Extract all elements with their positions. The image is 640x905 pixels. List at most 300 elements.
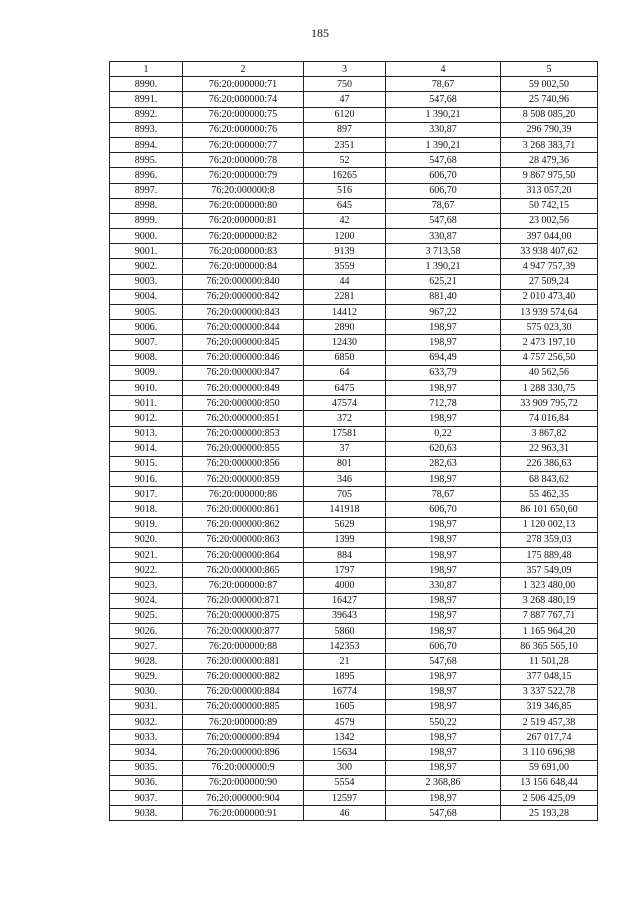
row-number-cell: 9003. <box>110 274 183 289</box>
amount-cell: 313 057,20 <box>501 183 598 198</box>
table-row <box>110 532 598 547</box>
area-cell: 142353 <box>304 639 386 654</box>
amount-cell: 2 519 457,38 <box>501 715 598 730</box>
amount-cell: 59 002,50 <box>501 77 598 92</box>
area-cell: 1342 <box>304 730 386 745</box>
row-number-cell: 8992. <box>110 107 183 122</box>
table-row <box>110 168 598 183</box>
cadastral-number-cell: 76:20:000000:863 <box>183 532 304 547</box>
column-header: 3 <box>304 62 386 77</box>
cadastral-number-cell: 76:20:000000:840 <box>183 274 304 289</box>
table-row <box>110 335 598 350</box>
rate-cell: 198,97 <box>386 608 501 623</box>
table-row <box>110 517 598 532</box>
rate-cell: 547,68 <box>386 153 501 168</box>
row-number-cell: 9012. <box>110 411 183 426</box>
row-number-cell: 9027. <box>110 639 183 654</box>
amount-cell: 13 939 574,64 <box>501 305 598 320</box>
amount-cell: 3 268 480,19 <box>501 593 598 608</box>
cadastral-number-cell: 76:20:000000:76 <box>183 122 304 137</box>
area-cell: 14412 <box>304 305 386 320</box>
table-row <box>110 502 598 517</box>
column-header: 1 <box>110 62 183 77</box>
area-cell: 12597 <box>304 791 386 806</box>
area-cell: 897 <box>304 122 386 137</box>
row-number-cell: 9011. <box>110 396 183 411</box>
rate-cell: 198,97 <box>386 745 501 760</box>
table-row <box>110 775 598 790</box>
row-number-cell: 9031. <box>110 699 183 714</box>
amount-cell: 319 346,85 <box>501 699 598 714</box>
area-cell: 1399 <box>304 532 386 547</box>
cadastral-number-cell: 76:20:000000:8 <box>183 183 304 198</box>
amount-cell: 1 120 002,13 <box>501 517 598 532</box>
rate-cell: 78,67 <box>386 77 501 92</box>
row-number-cell: 8998. <box>110 198 183 213</box>
rate-cell: 606,70 <box>386 183 501 198</box>
rate-cell: 547,68 <box>386 213 501 228</box>
row-number-cell: 9025. <box>110 608 183 623</box>
cadastral-number-cell: 76:20:000000:851 <box>183 411 304 426</box>
row-number-cell: 8991. <box>110 92 183 107</box>
rate-cell: 881,40 <box>386 289 501 304</box>
table-row <box>110 122 598 137</box>
row-number-cell: 8993. <box>110 122 183 137</box>
area-cell: 516 <box>304 183 386 198</box>
table-row <box>110 563 598 578</box>
table-row <box>110 320 598 335</box>
table-row <box>110 623 598 638</box>
table-row <box>110 289 598 304</box>
table-row <box>110 380 598 395</box>
amount-cell: 267 017,74 <box>501 730 598 745</box>
row-number-cell: 9001. <box>110 244 183 259</box>
amount-cell: 3 337 522,78 <box>501 684 598 699</box>
amount-cell: 226 386,63 <box>501 456 598 471</box>
cadastral-number-cell: 76:20:000000:77 <box>183 137 304 152</box>
rate-cell: 330,87 <box>386 122 501 137</box>
rate-cell: 967,22 <box>386 305 501 320</box>
data-table <box>109 61 598 821</box>
rate-cell: 330,87 <box>386 578 501 593</box>
area-cell: 47574 <box>304 396 386 411</box>
table-row <box>110 244 598 259</box>
row-number-cell: 9010. <box>110 380 183 395</box>
amount-cell: 59 691,00 <box>501 760 598 775</box>
amount-cell: 25 740,96 <box>501 92 598 107</box>
area-cell: 750 <box>304 77 386 92</box>
table-row <box>110 487 598 502</box>
amount-cell: 55 462,35 <box>501 487 598 502</box>
cadastral-number-cell: 76:20:000000:896 <box>183 745 304 760</box>
cadastral-number-cell: 76:20:000000:842 <box>183 289 304 304</box>
cadastral-number-cell: 76:20:000000:90 <box>183 775 304 790</box>
row-number-cell: 9035. <box>110 760 183 775</box>
rate-cell: 198,97 <box>386 791 501 806</box>
area-cell: 3559 <box>304 259 386 274</box>
amount-cell: 23 002,56 <box>501 213 598 228</box>
cadastral-number-cell: 76:20:000000:865 <box>183 563 304 578</box>
cadastral-number-cell: 76:20:000000:862 <box>183 517 304 532</box>
row-number-cell: 9038. <box>110 806 183 821</box>
row-number-cell: 9020. <box>110 532 183 547</box>
rate-cell: 625,21 <box>386 274 501 289</box>
area-cell: 801 <box>304 456 386 471</box>
row-number-cell: 8997. <box>110 183 183 198</box>
table-row <box>110 715 598 730</box>
area-cell: 645 <box>304 198 386 213</box>
cadastral-number-cell: 76:20:000000:87 <box>183 578 304 593</box>
area-cell: 16265 <box>304 168 386 183</box>
table-row <box>110 745 598 760</box>
amount-cell: 8 508 085,20 <box>501 107 598 122</box>
table-row <box>110 806 598 821</box>
row-number-cell: 9004. <box>110 289 183 304</box>
table-row <box>110 639 598 654</box>
amount-cell: 28 479,36 <box>501 153 598 168</box>
rate-cell: 198,97 <box>386 380 501 395</box>
table-row <box>110 396 598 411</box>
cadastral-number-cell: 76:20:000000:9 <box>183 760 304 775</box>
amount-cell: 74 016,84 <box>501 411 598 426</box>
rate-cell: 620,63 <box>386 441 501 456</box>
cadastral-number-cell: 76:20:000000:894 <box>183 730 304 745</box>
cadastral-number-cell: 76:20:000000:856 <box>183 456 304 471</box>
rate-cell: 198,97 <box>386 684 501 699</box>
rate-cell: 712,78 <box>386 396 501 411</box>
table-row <box>110 608 598 623</box>
area-cell: 1200 <box>304 229 386 244</box>
rate-cell: 198,97 <box>386 517 501 532</box>
cadastral-number-cell: 76:20:000000:884 <box>183 684 304 699</box>
table-row <box>110 654 598 669</box>
cadastral-number-cell: 76:20:000000:91 <box>183 806 304 821</box>
column-header: 5 <box>501 62 598 77</box>
area-cell: 1605 <box>304 699 386 714</box>
rate-cell: 1 390,21 <box>386 259 501 274</box>
area-cell: 16774 <box>304 684 386 699</box>
table-row <box>110 684 598 699</box>
cadastral-number-cell: 76:20:000000:78 <box>183 153 304 168</box>
amount-cell: 357 549,09 <box>501 563 598 578</box>
area-cell: 52 <box>304 153 386 168</box>
column-header: 4 <box>386 62 501 77</box>
rate-cell: 3 713,58 <box>386 244 501 259</box>
table-row <box>110 548 598 563</box>
rate-cell: 198,97 <box>386 411 501 426</box>
amount-cell: 68 843,62 <box>501 472 598 487</box>
cadastral-number-cell: 76:20:000000:79 <box>183 168 304 183</box>
row-number-cell: 8990. <box>110 77 183 92</box>
row-number-cell: 9033. <box>110 730 183 745</box>
rate-cell: 330,87 <box>386 229 501 244</box>
rate-cell: 198,97 <box>386 548 501 563</box>
cadastral-number-cell: 76:20:000000:83 <box>183 244 304 259</box>
area-cell: 300 <box>304 760 386 775</box>
area-cell: 4579 <box>304 715 386 730</box>
rate-cell: 198,97 <box>386 320 501 335</box>
area-cell: 1895 <box>304 669 386 684</box>
table-row <box>110 699 598 714</box>
cadastral-number-cell: 76:20:000000:861 <box>183 502 304 517</box>
row-number-cell: 9034. <box>110 745 183 760</box>
rate-cell: 547,68 <box>386 806 501 821</box>
cadastral-number-cell: 76:20:000000:847 <box>183 365 304 380</box>
rate-cell: 198,97 <box>386 623 501 638</box>
rate-cell: 198,97 <box>386 532 501 547</box>
cadastral-number-cell: 76:20:000000:845 <box>183 335 304 350</box>
area-cell: 141918 <box>304 502 386 517</box>
table-row <box>110 411 598 426</box>
amount-cell: 1 323 480,00 <box>501 578 598 593</box>
table-row <box>110 578 598 593</box>
table-row <box>110 229 598 244</box>
table-row <box>110 274 598 289</box>
area-cell: 12430 <box>304 335 386 350</box>
cadastral-number-cell: 76:20:000000:855 <box>183 441 304 456</box>
cadastral-number-cell: 76:20:000000:88 <box>183 639 304 654</box>
amount-cell: 175 889,48 <box>501 548 598 563</box>
row-number-cell: 8999. <box>110 213 183 228</box>
cadastral-number-cell: 76:20:000000:850 <box>183 396 304 411</box>
rate-cell: 198,97 <box>386 669 501 684</box>
row-number-cell: 9026. <box>110 623 183 638</box>
amount-cell: 13 156 648,44 <box>501 775 598 790</box>
row-number-cell: 9008. <box>110 350 183 365</box>
area-cell: 4000 <box>304 578 386 593</box>
cadastral-number-cell: 76:20:000000:849 <box>183 380 304 395</box>
row-number-cell: 8996. <box>110 168 183 183</box>
amount-cell: 11 501,28 <box>501 654 598 669</box>
amount-cell: 1 165 964,20 <box>501 623 598 638</box>
area-cell: 9139 <box>304 244 386 259</box>
row-number-cell: 9013. <box>110 426 183 441</box>
table-row <box>110 153 598 168</box>
row-number-cell: 9007. <box>110 335 183 350</box>
amount-cell: 25 193,28 <box>501 806 598 821</box>
cadastral-number-cell: 76:20:000000:81 <box>183 213 304 228</box>
table-row <box>110 77 598 92</box>
cadastral-number-cell: 76:20:000000:74 <box>183 92 304 107</box>
table-row <box>110 441 598 456</box>
table-row <box>110 730 598 745</box>
rate-cell: 282,63 <box>386 456 501 471</box>
amount-cell: 377 048,15 <box>501 669 598 684</box>
row-number-cell: 9029. <box>110 669 183 684</box>
area-cell: 346 <box>304 472 386 487</box>
area-cell: 42 <box>304 213 386 228</box>
table-row <box>110 107 598 122</box>
amount-cell: 3 867,82 <box>501 426 598 441</box>
table-row <box>110 791 598 806</box>
row-number-cell: 9021. <box>110 548 183 563</box>
row-number-cell: 9023. <box>110 578 183 593</box>
table-row <box>110 426 598 441</box>
rate-cell: 78,67 <box>386 198 501 213</box>
rate-cell: 198,97 <box>386 335 501 350</box>
cadastral-number-cell: 76:20:000000:86 <box>183 487 304 502</box>
amount-cell: 50 742,15 <box>501 198 598 213</box>
amount-cell: 86 101 650,60 <box>501 502 598 517</box>
header-row <box>110 62 598 77</box>
amount-cell: 86 365 565,10 <box>501 639 598 654</box>
amount-cell: 33 909 795,72 <box>501 396 598 411</box>
rate-cell: 550,22 <box>386 715 501 730</box>
area-cell: 17581 <box>304 426 386 441</box>
rate-cell: 633,79 <box>386 365 501 380</box>
rate-cell: 606,70 <box>386 502 501 517</box>
row-number-cell: 9019. <box>110 517 183 532</box>
row-number-cell: 9036. <box>110 775 183 790</box>
amount-cell: 27 509,24 <box>501 274 598 289</box>
area-cell: 64 <box>304 365 386 380</box>
row-number-cell: 9022. <box>110 563 183 578</box>
cadastral-number-cell: 76:20:000000:882 <box>183 669 304 684</box>
table-row <box>110 259 598 274</box>
rate-cell: 547,68 <box>386 92 501 107</box>
rate-cell: 547,68 <box>386 654 501 669</box>
amount-cell: 4 947 757,39 <box>501 259 598 274</box>
rate-cell: 2 368,86 <box>386 775 501 790</box>
row-number-cell: 9009. <box>110 365 183 380</box>
amount-cell: 22 963,31 <box>501 441 598 456</box>
area-cell: 2281 <box>304 289 386 304</box>
rate-cell: 198,97 <box>386 472 501 487</box>
table-row <box>110 593 598 608</box>
table-body <box>110 77 598 821</box>
amount-cell: 2 473 197,10 <box>501 335 598 350</box>
area-cell: 6475 <box>304 380 386 395</box>
area-cell: 46 <box>304 806 386 821</box>
amount-cell: 2 506 425,09 <box>501 791 598 806</box>
amount-cell: 4 757 256,50 <box>501 350 598 365</box>
row-number-cell: 9024. <box>110 593 183 608</box>
amount-cell: 3 268 383,71 <box>501 137 598 152</box>
table-row <box>110 213 598 228</box>
table-row <box>110 137 598 152</box>
cadastral-number-cell: 76:20:000000:875 <box>183 608 304 623</box>
area-cell: 6850 <box>304 350 386 365</box>
amount-cell: 33 938 407,62 <box>501 244 598 259</box>
row-number-cell: 9017. <box>110 487 183 502</box>
rate-cell: 606,70 <box>386 639 501 654</box>
rate-cell: 198,97 <box>386 699 501 714</box>
rate-cell: 694,49 <box>386 350 501 365</box>
row-number-cell: 8995. <box>110 153 183 168</box>
amount-cell: 1 288 330,75 <box>501 380 598 395</box>
rate-cell: 198,97 <box>386 563 501 578</box>
cadastral-number-cell: 76:20:000000:864 <box>183 548 304 563</box>
row-number-cell: 9006. <box>110 320 183 335</box>
column-header: 2 <box>183 62 304 77</box>
amount-cell: 3 110 696,98 <box>501 745 598 760</box>
area-cell: 2351 <box>304 137 386 152</box>
row-number-cell: 9005. <box>110 305 183 320</box>
row-number-cell: 9015. <box>110 456 183 471</box>
row-number-cell: 9032. <box>110 715 183 730</box>
table-row <box>110 350 598 365</box>
row-number-cell: 8994. <box>110 137 183 152</box>
amount-cell: 575 023,30 <box>501 320 598 335</box>
cadastral-number-cell: 76:20:000000:844 <box>183 320 304 335</box>
cadastral-number-cell: 76:20:000000:871 <box>183 593 304 608</box>
table-row <box>110 760 598 775</box>
table-row <box>110 305 598 320</box>
amount-cell: 397 044,00 <box>501 229 598 244</box>
table-row <box>110 472 598 487</box>
amount-cell: 9 867 975,50 <box>501 168 598 183</box>
row-number-cell: 9014. <box>110 441 183 456</box>
area-cell: 15634 <box>304 745 386 760</box>
page-number: 185 <box>311 26 329 40</box>
table-row <box>110 365 598 380</box>
rate-cell: 198,97 <box>386 593 501 608</box>
rate-cell: 0,22 <box>386 426 501 441</box>
cadastral-number-cell: 76:20:000000:843 <box>183 305 304 320</box>
rate-cell: 1 390,21 <box>386 107 501 122</box>
row-number-cell: 9000. <box>110 229 183 244</box>
cadastral-number-cell: 76:20:000000:82 <box>183 229 304 244</box>
area-cell: 5554 <box>304 775 386 790</box>
table-header <box>110 62 598 77</box>
area-cell: 705 <box>304 487 386 502</box>
row-number-cell: 9002. <box>110 259 183 274</box>
area-cell: 21 <box>304 654 386 669</box>
rate-cell: 78,67 <box>386 487 501 502</box>
cadastral-number-cell: 76:20:000000:89 <box>183 715 304 730</box>
area-cell: 1797 <box>304 563 386 578</box>
table-row <box>110 456 598 471</box>
cadastral-number-cell: 76:20:000000:904 <box>183 791 304 806</box>
row-number-cell: 9016. <box>110 472 183 487</box>
table-row <box>110 669 598 684</box>
row-number-cell: 9028. <box>110 654 183 669</box>
area-cell: 6120 <box>304 107 386 122</box>
row-number-cell: 9037. <box>110 791 183 806</box>
amount-cell: 296 790,39 <box>501 122 598 137</box>
table-row <box>110 92 598 107</box>
rate-cell: 606,70 <box>386 168 501 183</box>
area-cell: 5860 <box>304 623 386 638</box>
cadastral-number-cell: 76:20:000000:80 <box>183 198 304 213</box>
table-row <box>110 198 598 213</box>
area-cell: 44 <box>304 274 386 289</box>
area-cell: 2890 <box>304 320 386 335</box>
area-cell: 16427 <box>304 593 386 608</box>
amount-cell: 2 010 473,40 <box>501 289 598 304</box>
cadastral-number-cell: 76:20:000000:881 <box>183 654 304 669</box>
rate-cell: 198,97 <box>386 730 501 745</box>
area-cell: 39643 <box>304 608 386 623</box>
area-cell: 5629 <box>304 517 386 532</box>
area-cell: 884 <box>304 548 386 563</box>
row-number-cell: 9018. <box>110 502 183 517</box>
amount-cell: 278 359,03 <box>501 532 598 547</box>
row-number-cell: 9030. <box>110 684 183 699</box>
rate-cell: 1 390,21 <box>386 137 501 152</box>
cadastral-number-cell: 76:20:000000:877 <box>183 623 304 638</box>
area-cell: 37 <box>304 441 386 456</box>
area-cell: 372 <box>304 411 386 426</box>
cadastral-number-cell: 76:20:000000:71 <box>183 77 304 92</box>
cadastral-number-cell: 76:20:000000:846 <box>183 350 304 365</box>
amount-cell: 7 887 767,71 <box>501 608 598 623</box>
cadastral-number-cell: 76:20:000000:84 <box>183 259 304 274</box>
rate-cell: 198,97 <box>386 760 501 775</box>
cadastral-number-cell: 76:20:000000:859 <box>183 472 304 487</box>
cadastral-number-cell: 76:20:000000:885 <box>183 699 304 714</box>
cadastral-number-cell: 76:20:000000:75 <box>183 107 304 122</box>
